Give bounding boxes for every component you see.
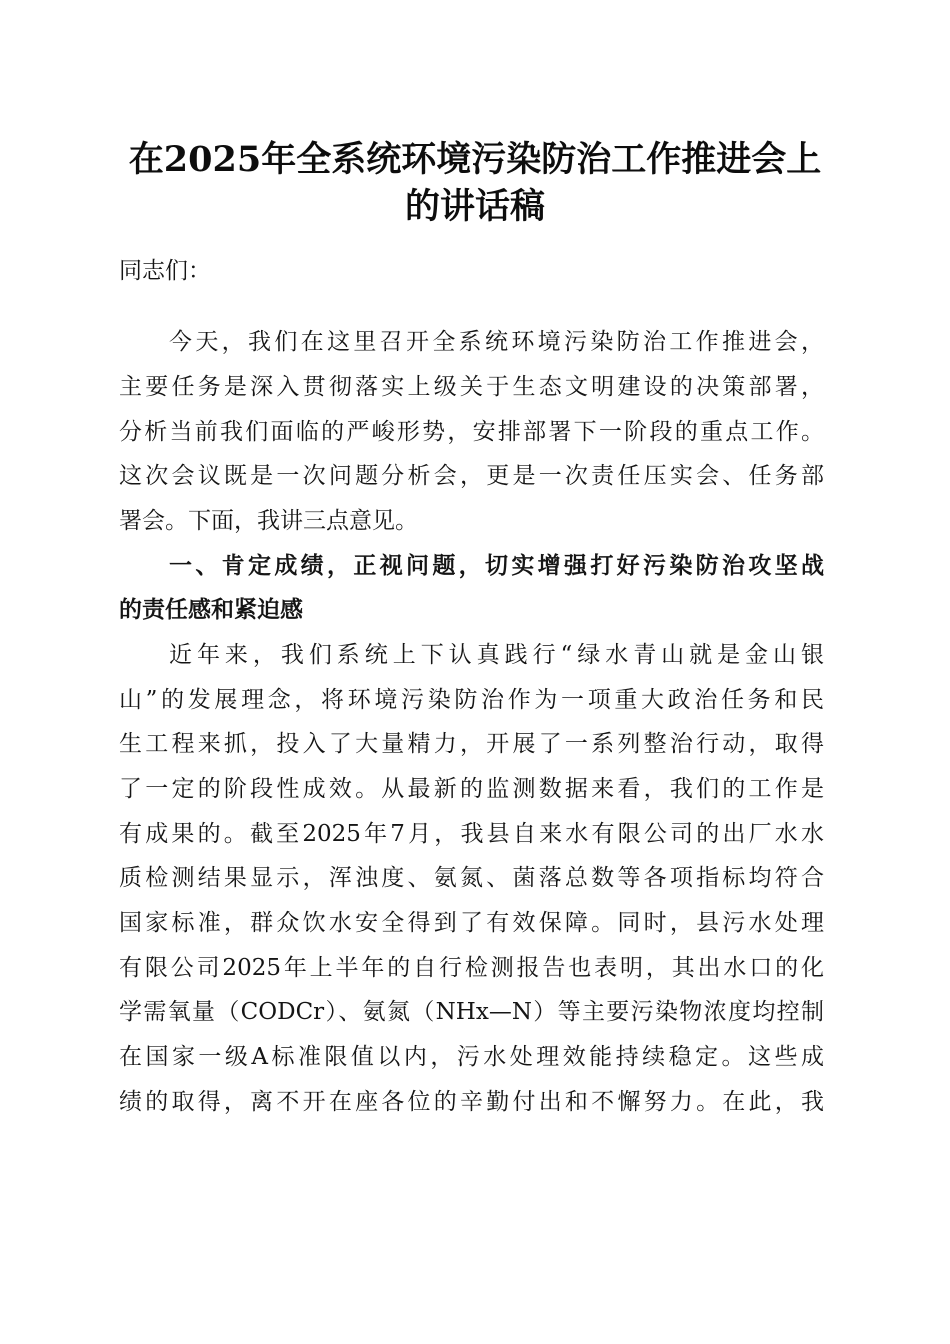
body-line: 国家标准，群众饮水安全得到了有效保障。同时，县污水处理: [119, 910, 824, 936]
intro-line: 今天，我们在这里召开全系统环境污染防治工作推进会，: [169, 329, 824, 355]
document-title-line-2: 的讲话稿: [404, 186, 545, 227]
document-title-line-1: 在2025年全系统环境污染防治工作推进会上: [128, 139, 822, 180]
intro-line: 署会。下面，我讲三点意见。: [119, 508, 418, 534]
body-line: 质检测结果显示，浑浊度、氨氮、菌落总数等各项指标均符合: [119, 865, 824, 891]
body-line: 了一定的阶段性成效。从最新的监测数据来看，我们的工作是: [119, 776, 824, 802]
salutation: 同志们：: [119, 258, 211, 284]
body-line: 有成果的。截至2025年7月，我县自来水有限公司的出厂水水: [119, 821, 824, 847]
intro-line: 分析当前我们面临的严峻形势，安排部署下一阶段的重点工作。: [119, 419, 824, 445]
body-line: 山”的发展理念，将环境污染防治作为一项重大政治任务和民: [119, 687, 824, 713]
body-line: 近年来，我们系统上下认真践行“绿水青山就是金山银: [169, 642, 824, 668]
body-line: 绩的取得，离不开在座各位的辛勤付出和不懈努力。在此，我: [119, 1089, 824, 1115]
body-line: 生工程来抓，投入了大量精力，开展了一系列整治行动，取得: [119, 731, 824, 757]
body-line: 有限公司2025年上半年的自行检测报告也表明，其出水口的化: [119, 955, 824, 981]
section-heading-line: 一、肯定成绩，正视问题，切实增强打好污染防治攻坚战: [169, 553, 824, 579]
intro-line: 这次会议既是一次问题分析会，更是一次责任压实会、任务部: [119, 463, 824, 489]
intro-line: 主要任务是深入贯彻落实上级关于生态文明建设的决策部署，: [119, 374, 824, 400]
body-line: 学需氧量（CODCr）、氨氮（NHx—N）等主要污染物浓度均控制: [119, 999, 824, 1025]
section-heading-line: 的责任感和紧迫感: [119, 597, 303, 623]
body-line: 在国家一级A标准限值以内，污水处理效能持续稳定。这些成: [119, 1044, 824, 1070]
